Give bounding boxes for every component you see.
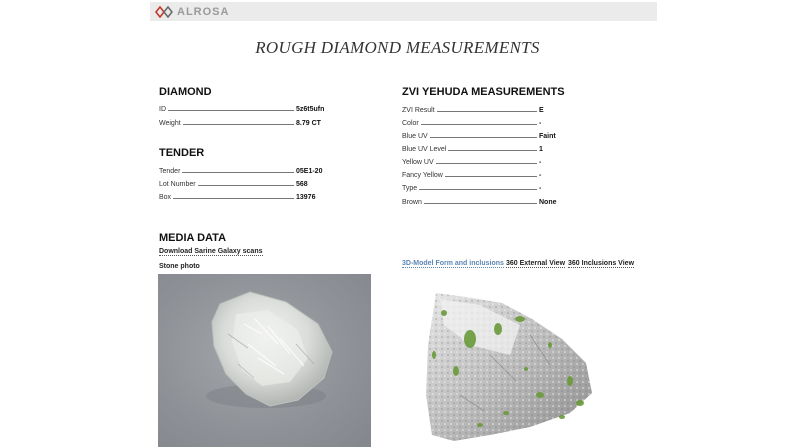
- alrosa-logo-icon: [155, 6, 173, 18]
- row-label: Box: [159, 194, 172, 201]
- row-label: Weight: [159, 120, 181, 127]
- tender-heading: TENDER: [159, 147, 205, 159]
- row-value: 13976: [296, 194, 316, 201]
- row-label: Fancy Yellow: [402, 172, 443, 179]
- download-sarine-scans-link[interactable]: Download Sarine Galaxy scans: [159, 248, 263, 255]
- zvi-row-yellow-uv: [402, 156, 567, 166]
- row-label: ID: [159, 106, 166, 113]
- zvi-row-brown: [402, 196, 567, 206]
- tender-row-tender: [159, 165, 351, 175]
- row-value: None: [539, 199, 557, 206]
- row-value: 8.79 CT: [296, 120, 321, 127]
- row-value: Faint: [539, 133, 556, 140]
- stone-photo-label: Stone photo: [159, 263, 200, 270]
- tender-row-lot-number: [159, 178, 351, 188]
- tender-row-box: [159, 191, 351, 201]
- stone-photo: [158, 274, 371, 447]
- row-label: Brown: [402, 199, 422, 206]
- zvi-row-fancy-yellow: [402, 169, 567, 179]
- zvi-row-color: [402, 117, 567, 127]
- row-value: -: [539, 172, 542, 179]
- rough-diamond-image: [158, 274, 371, 447]
- row-value: 5z6t5ufn: [296, 106, 325, 113]
- logo-text: ALROSA: [177, 5, 230, 18]
- row-label: Type: [402, 185, 418, 192]
- row-value: -: [539, 120, 542, 127]
- row-label: Yellow UV: [402, 159, 434, 166]
- tab-3d-model[interactable]: 3D-Model Form and inclusions: [402, 260, 504, 267]
- row-value: -: [539, 159, 542, 166]
- diamond-row-id: [159, 103, 351, 113]
- zvi-row-result: [402, 104, 567, 114]
- tab-360-inclusions-view[interactable]: 360 Inclusions View: [568, 260, 635, 267]
- zvi-heading: ZVI YEHUDA MEASUREMENTS: [402, 86, 565, 98]
- row-label: Blue UV: [402, 133, 428, 140]
- page-title: ROUGH DIAMOND MEASUREMENTS: [255, 38, 540, 57]
- row-label: Blue UV Level: [402, 146, 447, 153]
- row-value: 05E1-20: [296, 168, 323, 175]
- 3d-model-view[interactable]: [420, 285, 600, 447]
- diamond-row-weight: [159, 117, 351, 127]
- row-label: Color: [402, 120, 419, 127]
- media-heading: MEDIA DATA: [159, 232, 227, 244]
- alrosa-logo[interactable]: [155, 6, 229, 18]
- row-value: -: [539, 185, 542, 192]
- zvi-row-blue-uv: [402, 130, 567, 140]
- row-label: Tender: [159, 168, 181, 175]
- row-label: ZVI Result: [402, 107, 435, 114]
- row-value: 568: [296, 181, 308, 188]
- tab-360-external-view[interactable]: 360 External View: [506, 260, 566, 267]
- zvi-row-blue-uv-level: [402, 143, 567, 153]
- diamond-heading: DIAMOND: [159, 86, 212, 98]
- zvi-row-type: [402, 182, 567, 192]
- row-value: 1: [539, 146, 543, 153]
- row-label: Lot Number: [159, 181, 196, 188]
- header-bar: [150, 2, 657, 21]
- 3d-model-render: [420, 285, 600, 447]
- row-value: E: [539, 107, 544, 114]
